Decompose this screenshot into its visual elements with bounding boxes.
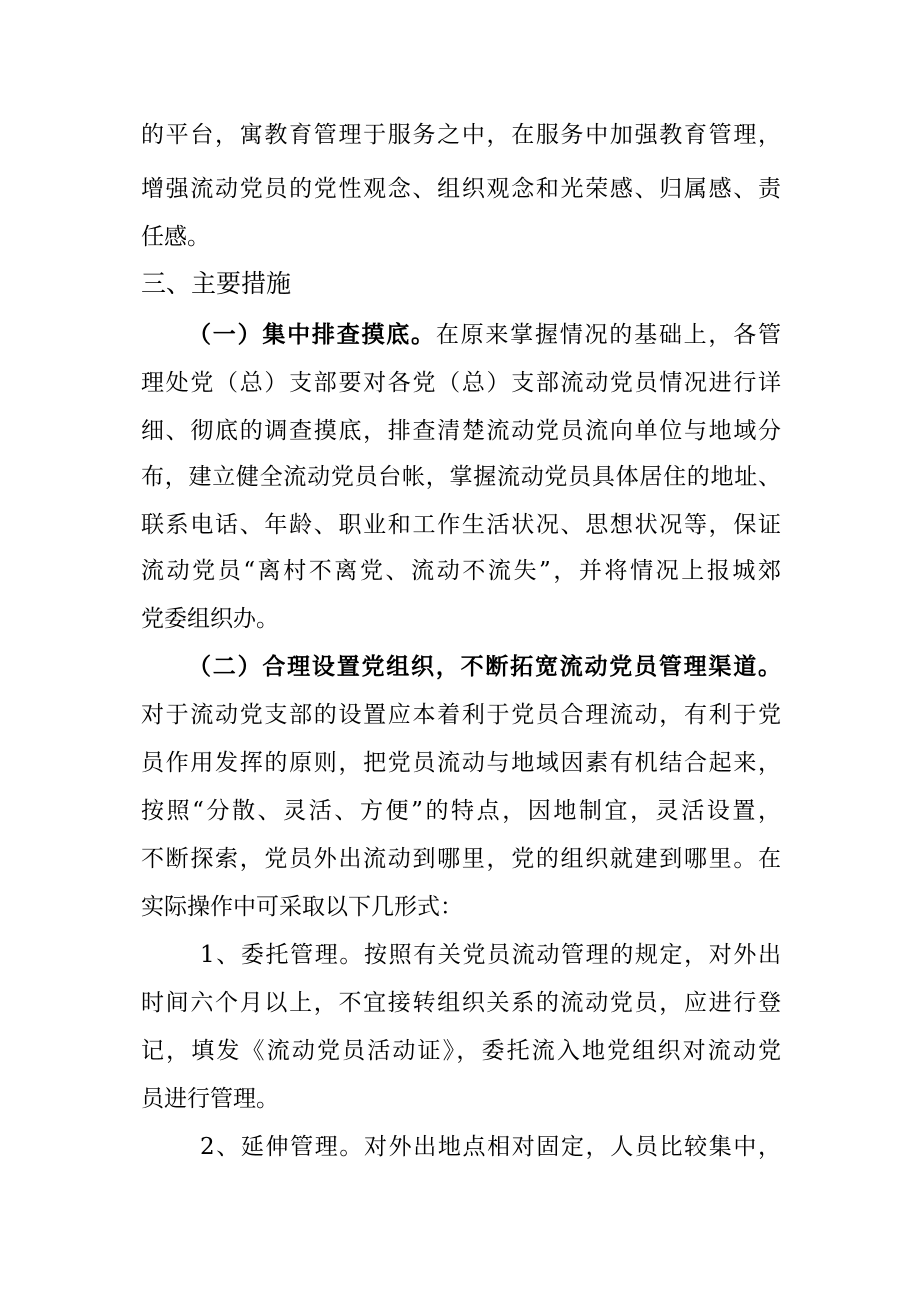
item-2-lead: 2、延伸管理。对外出地点相对固定，人员比较集中， <box>200 1134 781 1160</box>
measure-2-line-3: 按照“分散、灵活、方便”的特点，因地制宜，灵活设置， <box>141 798 781 824</box>
measure-1-line-6: 党委组织办。 <box>141 606 279 632</box>
section-heading: 三、主要措施 <box>141 269 292 298</box>
intro-line-1: 的平台，寓教育管理于服务之中，在服务中加强教育管理， <box>141 122 781 148</box>
measure-1-line-1: 理处党（总）支部要对各党（总）支部流动党员情况进行详 <box>141 370 781 396</box>
measure-2-lead <box>188 650 781 684</box>
intro-line-3: 任感。 <box>141 224 210 250</box>
measure-1-lead <box>188 318 781 352</box>
measure-1-line-3: 布，建立健全流动党员台帐，掌握流动党员具体居住的地址、 <box>141 464 781 490</box>
measure-2-line-5: 实际操作中可采取以下几形式： <box>141 894 463 920</box>
measure-1-line-5: 流动党员“离村不离党、流动不流失”，并将情况上报城郊 <box>141 558 781 584</box>
item-1-lead: 1、委托管理。按照有关党员流动管理的规定，对外出 <box>200 942 781 968</box>
item-1-line-2: 记，填发《流动党员活动证》，委托流入地党组织对流动党 <box>141 1038 781 1064</box>
item-1-line-1: 时间六个月以上，不宜接转组织关系的流动党员，应进行登 <box>141 990 781 1016</box>
intro-line-2: 增强流动党员的党性观念、组织观念和光荣感、归属感、责 <box>141 176 781 202</box>
measure-1-line-4: 联系电话、年龄、职业和工作生活状况、思想状况等，保证 <box>141 512 781 538</box>
measure-1-lead-text: 在原来掌握情况的基础上，各管 <box>435 322 781 348</box>
measure-1-line-2: 细、彻底的调查摸底，排查清楚流动党员流向单位与地域分 <box>141 418 781 444</box>
item-1-line-3: 员进行管理。 <box>141 1086 279 1112</box>
measure-2-line-4: 不断探索，党员外出流动到哪里，党的组织就建到哪里。在 <box>141 846 781 872</box>
measure-2-title: （二）合理设置党组织，不断拓宽流动党员管理渠道。 <box>188 654 781 680</box>
measure-2-line-2: 员作用发挥的原则，把党员流动与地域因素有机结合起来， <box>141 750 781 776</box>
measure-1-title: （一）集中排查摸底。 <box>188 322 436 348</box>
measure-2-line-1: 对于流动党支部的设置应本着利于党员合理流动，有利于党 <box>141 702 781 728</box>
